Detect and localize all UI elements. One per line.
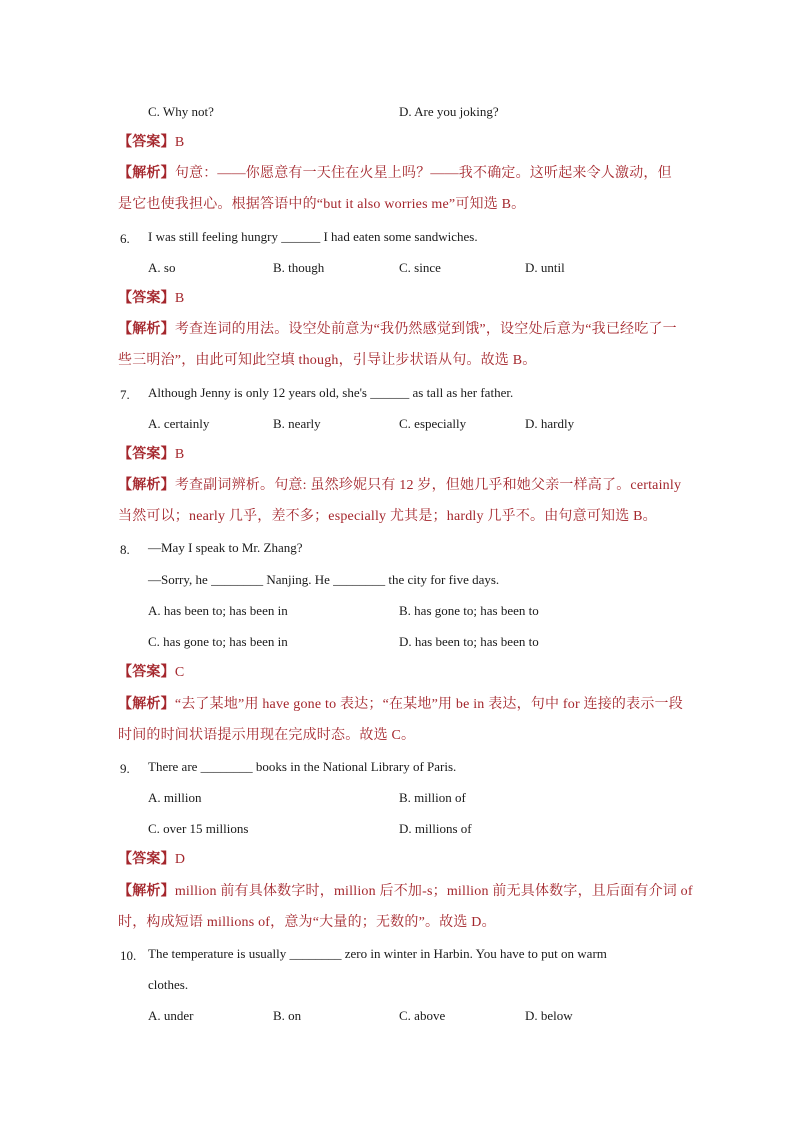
- answer-tag: 【答案】: [118, 135, 175, 150]
- q10-option-b: B. on: [273, 1008, 302, 1023]
- q5-answer: [118, 134, 184, 152]
- q10-option-d: D. below: [525, 1008, 573, 1023]
- answer-value: B: [174, 135, 185, 150]
- answer-tag: 【答案】: [118, 665, 175, 680]
- analysis-tag: 【解析】: [118, 166, 175, 181]
- q7-stem: Although Jenny is only 12 years old, she's ______ as tall as her father.: [148, 385, 514, 400]
- q10-stem-line-1: The temperature is usually ________ zero in winter in Harbin. You have to put on warm: [148, 946, 607, 961]
- answer-tag: 【答案】: [118, 291, 175, 306]
- q8-analysis-line-2: 时间的时间状语提示用现在完成时态。故选 C。: [118, 728, 416, 743]
- q9-stem: There are ________ books in the National Library of Paris.: [148, 759, 457, 774]
- q10-option-c: C. above: [399, 1008, 446, 1023]
- q10-stem-line-2: clothes.: [148, 977, 189, 992]
- analysis-tag: 【解析】: [118, 478, 175, 493]
- q7-analysis-line-1: [118, 477, 681, 495]
- q7-answer: [118, 446, 184, 464]
- q6-answer: [118, 290, 184, 308]
- q7-option-d: D. hardly: [525, 416, 575, 431]
- analysis-text: 考查连词的用法。设空处前意为“我仍然感觉到饿”，设空处后意为“我已经吃了一: [174, 322, 677, 337]
- q7-number: 7.: [120, 387, 130, 402]
- q8-number: 8.: [120, 542, 130, 557]
- analysis-tag: 【解析】: [118, 322, 175, 337]
- q5-analysis-line-1: [118, 165, 672, 183]
- q8-stem-line-2: —Sorry, he ________ Nanjing. He ________ the city for five days.: [148, 572, 500, 587]
- q10-number: 10.: [120, 948, 137, 963]
- analysis-text: “去了某地”用 have gone to 表达；“在某地”用 be in 表达，句中 for 连接的表示一段: [174, 697, 683, 712]
- analysis-text: million 前有具体数字时，million 后不加-s；million 前无具体数字，且后面有介词 of: [174, 884, 693, 899]
- analysis-text: 句意：——你愿意有一天住在火星上吗？——我不确定。这听起来令人激动，但: [174, 166, 672, 181]
- q6-analysis-line-1: [118, 321, 677, 339]
- q7-option-b: B. nearly: [273, 416, 321, 431]
- q6-analysis-line-2: 些三明治”，由此可知此空填 though，引导让步状语从句。故选 B。: [118, 353, 537, 368]
- q9-answer: [118, 851, 185, 869]
- answer-value: D: [174, 852, 186, 867]
- q9-analysis-line-2: 时，构成短语 millions of，意为“大量的；无数的”。故选 D。: [118, 915, 496, 930]
- q6-stem: I was still feeling hungry ______ I had eaten some sandwiches.: [148, 229, 478, 244]
- q9-option-d: D. millions of: [399, 821, 472, 836]
- analysis-tag: 【解析】: [118, 697, 175, 712]
- answer-value: B: [174, 291, 185, 306]
- q9-number: 9.: [120, 761, 130, 776]
- answer-value: C: [174, 665, 185, 680]
- q5-option-c: C. Why not?: [148, 104, 214, 119]
- q6-option-d: D. until: [525, 260, 565, 275]
- q10-option-a: A. under: [148, 1008, 194, 1023]
- analysis-tag: 【解析】: [118, 884, 175, 899]
- q9-option-c: C. over 15 millions: [148, 821, 249, 836]
- q6-number: 6.: [120, 231, 130, 246]
- q5-analysis-line-2: 是它也使我担心。根据答语中的“but it also worries me”可知选 B。: [118, 197, 526, 212]
- q6-option-a: A. so: [148, 260, 176, 275]
- q5-option-d: D. Are you joking?: [399, 104, 499, 119]
- q8-option-c: C. has gone to; has been in: [148, 634, 288, 649]
- q9-option-b: B. million of: [399, 790, 466, 805]
- q9-option-a: A. million: [148, 790, 202, 805]
- answer-tag: 【答案】: [118, 852, 175, 867]
- answer-tag: 【答案】: [118, 447, 175, 462]
- q6-option-b: B. though: [273, 260, 325, 275]
- q6-option-c: C. since: [399, 260, 441, 275]
- q7-option-a: A. certainly: [148, 416, 210, 431]
- q8-option-b: B. has gone to; has been to: [399, 603, 539, 618]
- q8-option-a: A. has been to; has been in: [148, 603, 288, 618]
- q8-analysis-line-1: [118, 696, 683, 714]
- analysis-text: 考查副词辨析。句意: 虽然珍妮只有 12 岁，但她几乎和她父亲一样高了。certainly: [174, 478, 682, 493]
- answer-value: B: [174, 447, 185, 462]
- q8-option-d: D. has been to; has been to: [399, 634, 539, 649]
- q7-analysis-line-2: 当然可以；nearly 几乎，差不多；especially 尤其是；hardly 几乎不。由句意可知选 B。: [118, 509, 657, 524]
- q8-answer: [118, 664, 184, 682]
- q7-option-c: C. especially: [399, 416, 467, 431]
- q8-stem-line-1: —May I speak to Mr. Zhang?: [148, 540, 303, 555]
- q9-analysis-line-1: [118, 883, 693, 901]
